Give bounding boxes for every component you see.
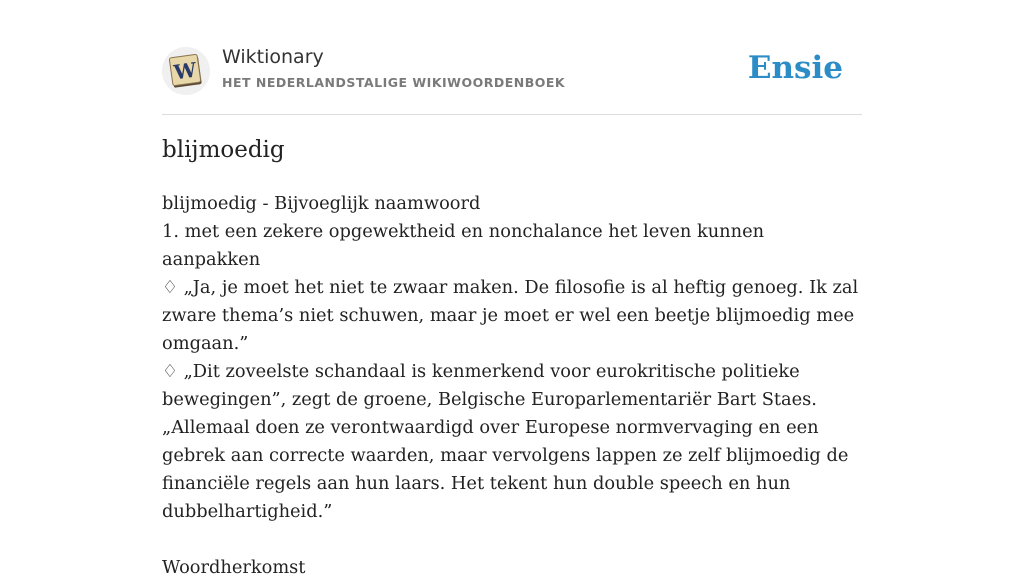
definition-heading: blijmoedig - Bijvoeglijk naamwoord — [162, 193, 481, 214]
example-quote: ♢ „Dit zoveelste schandaal is kenmerkend voor eurokritische politieke bewegingen”, zegt de groene, Belgische Europarlementariër Bart Staes. „Allemaal doen ze verontwaardigd over Europese normvervaging en een gebrek aan correcte waarden, maar vervolgens lappen ze zelf blijmoedig de financiële regels aan hun laars. Het tekent hun double speech en hun dubbelhartigheid.” — [162, 361, 849, 522]
wiktionary-logo-icon[interactable] — [162, 47, 210, 95]
example-quote: ♢ „Ja, je moet het niet te zwaar maken. De filosofie is al heftig genoeg. Ik zal zware thema’s niet schuwen, maar je moet er wel een beetje blijmoedig mee omgaan.” — [162, 277, 859, 354]
spacer — [162, 526, 864, 554]
site-tagline: HET NEDERLANDSTALIGE WIKIWOORDENBOEK — [222, 75, 566, 90]
svg-text:W: W — [172, 57, 198, 85]
ensie-logo[interactable]: Ensie — [747, 50, 843, 86]
definition-item: 1. met een zekere opgewektheid en nonchalance het leven kunnen aanpakken — [162, 221, 765, 270]
page-title: blijmoedig — [162, 137, 285, 163]
site-header — [162, 40, 862, 115]
entry-content — [162, 190, 864, 582]
section-heading: Woordherkomst — [162, 557, 306, 578]
site-name[interactable]: Wiktionary — [222, 46, 324, 68]
